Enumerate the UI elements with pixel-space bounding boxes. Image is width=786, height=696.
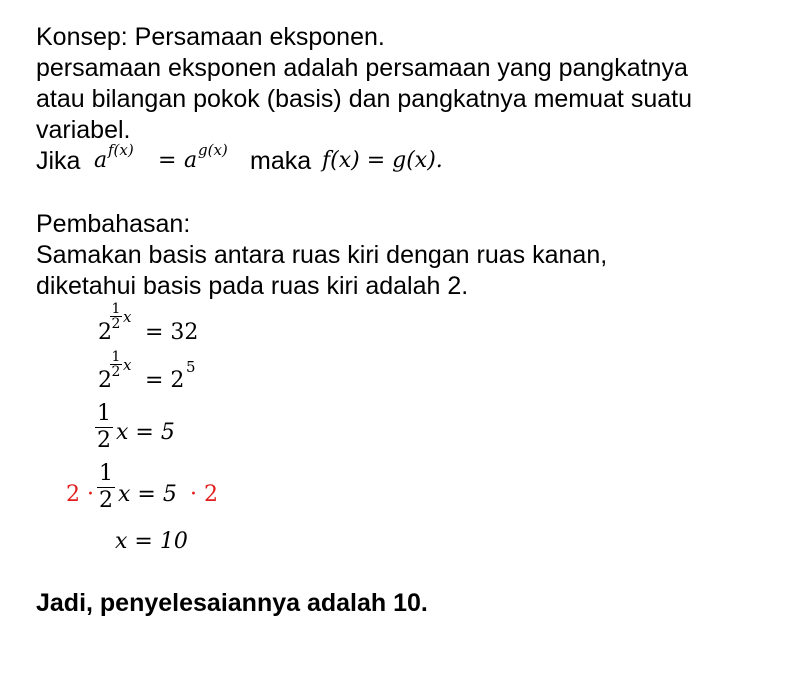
step2-exp-den: 2 [111, 364, 121, 380]
step2-rhs-exp: 5 [186, 358, 196, 376]
step4-den: 2 [99, 488, 113, 513]
step1-base: 2 [98, 320, 112, 345]
rule-result: f(x) = g(x). [322, 148, 443, 173]
step2-exp-num: 1 [111, 349, 121, 365]
discussion-title: Pembahasan: [36, 210, 191, 238]
step3-num: 1 [97, 401, 111, 426]
step3-den: 2 [97, 428, 111, 453]
step4-left-multiplier: 2 · [66, 482, 94, 507]
step2-rhs: = 2 [145, 368, 185, 393]
concept-line-1: persamaan eksponen adalah persamaan yang pangkatnya [36, 54, 688, 82]
rule-base-left: a [94, 148, 108, 173]
concept-line-2: atau bilangan pokok (basis) dan pangkatnya memuat suatu [36, 85, 692, 113]
step1-exp-num: 1 [111, 301, 121, 317]
discussion-line-1: Samakan basis antara ruas kiri dengan ruas kanan, [36, 241, 608, 269]
rule-equals: = [158, 148, 177, 173]
step4-right-multiplier: · 2 [190, 482, 218, 507]
conclusion: Jadi, penyelesaiannya adalah 10. [36, 589, 428, 617]
step4-num: 1 [99, 461, 113, 486]
rule-exp-right: g(x) [198, 141, 228, 159]
step2-exp-var: x [123, 356, 132, 374]
step3-rhs: x = 5 [116, 420, 175, 445]
step1-exp-fraction [110, 302, 122, 331]
step2-exp-fraction [110, 350, 122, 379]
rule-exp-left: f(x) [108, 141, 134, 159]
concept-line-3: variabel. [36, 116, 131, 144]
step1-rhs: = 32 [145, 320, 199, 345]
rule-base-right: a [184, 148, 198, 173]
discussion-line-2: diketahui basis pada ruas kiri adalah 2. [36, 272, 469, 300]
step2-base: 2 [98, 368, 112, 393]
rule-jika: Jika [36, 147, 81, 175]
step4-mid: x = 5 [118, 482, 177, 507]
concept-title: Konsep: Persamaan eksponen. [36, 23, 385, 51]
step-5: x = 10 [115, 529, 188, 554]
step1-exp-den: 2 [111, 316, 121, 332]
rule-maka: maka [250, 147, 312, 175]
step1-exp-var: x [123, 308, 132, 326]
step4-fraction [97, 463, 115, 512]
step3-fraction [95, 403, 113, 452]
